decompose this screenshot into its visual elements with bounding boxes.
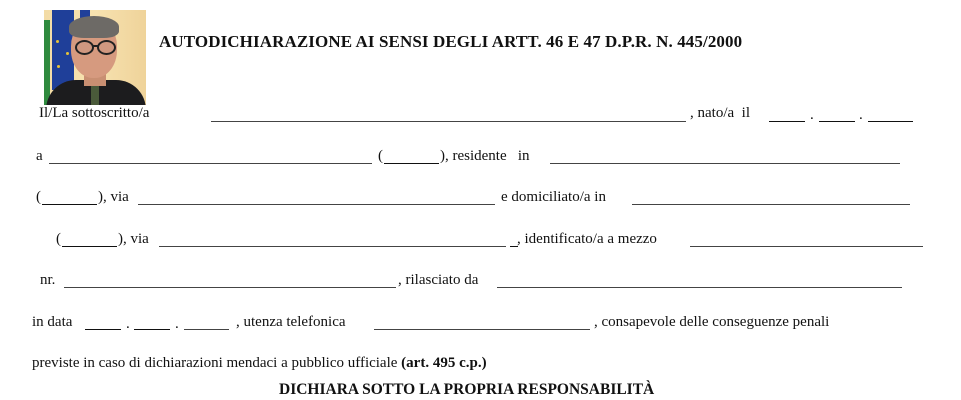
label-street: ), via — [118, 231, 149, 247]
hair — [69, 16, 119, 38]
label-on-date: in data — [32, 314, 73, 330]
issue-year-field[interactable] — [184, 329, 229, 330]
label-phone: , utenza telefonica — [236, 314, 346, 330]
document-title: AUTODICHIARAZIONE AI SENSI DEGLI ARTT. 46 E 47 D.P.R. N. 445/2000 — [159, 32, 743, 51]
id-number-field[interactable] — [64, 287, 396, 288]
phone-field[interactable] — [374, 329, 590, 330]
declaration-heading: DICHIARA SOTTO LA PROPRIA RESPONSABILITÀ — [279, 381, 655, 398]
italian-flag — [44, 20, 50, 105]
date-separator: . — [859, 107, 863, 123]
paren-open: ( — [56, 231, 61, 247]
label-number: nr. — [40, 272, 56, 288]
label-birthplace: a — [36, 148, 43, 164]
domicile-province-field[interactable] — [62, 246, 117, 247]
domicile-city-field[interactable] — [632, 204, 910, 205]
label-false-declarations — [32, 354, 487, 372]
birthplace-field[interactable] — [49, 163, 372, 164]
birth-month-field[interactable] — [819, 121, 855, 122]
label-born-on: , nato/a il — [690, 105, 750, 121]
label-aware-of-penalties: , consapevole delle conseguenze penali — [594, 314, 830, 330]
false-declarations-text: previste in caso di dichiarazioni mendaci a pubblico ufficiale — [32, 355, 398, 371]
label-domiciled-in: e domiciliato/a in — [501, 189, 606, 205]
id-document-type-field[interactable] — [690, 246, 923, 247]
residence-street-field[interactable] — [138, 204, 495, 205]
glasses-bridge — [92, 45, 98, 47]
article-reference: (art. 495 c.p.) — [401, 355, 487, 371]
name-field[interactable] — [211, 121, 686, 122]
birth-province-field[interactable] — [384, 163, 439, 164]
domicile-street-field[interactable] — [159, 246, 506, 247]
date-separator: . — [175, 316, 179, 332]
paren-open: ( — [36, 189, 41, 205]
date-separator: . — [810, 107, 814, 123]
date-separator: . — [126, 316, 130, 332]
issue-month-field[interactable] — [134, 329, 170, 330]
label-undersigned: Il/La sottoscritto/a — [39, 105, 150, 121]
paren-open: ( — [378, 148, 383, 164]
label-identified-by: , identificato/a a mezzo — [517, 231, 657, 247]
birth-day-field[interactable] — [769, 121, 805, 122]
birth-year-field[interactable] — [868, 121, 913, 122]
issued-by-field[interactable] — [497, 287, 902, 288]
residence-city-field[interactable] — [550, 163, 900, 164]
portrait-photo — [44, 10, 146, 105]
glasses-right — [97, 40, 116, 55]
label-issued-by: , rilasciato da — [398, 272, 479, 288]
label-street: ), via — [98, 189, 129, 205]
glasses-left — [75, 40, 94, 55]
label-resident-in: ), residente in — [440, 148, 530, 164]
residence-province-field[interactable] — [42, 204, 97, 205]
tie — [91, 86, 99, 105]
issue-day-field[interactable] — [85, 329, 121, 330]
